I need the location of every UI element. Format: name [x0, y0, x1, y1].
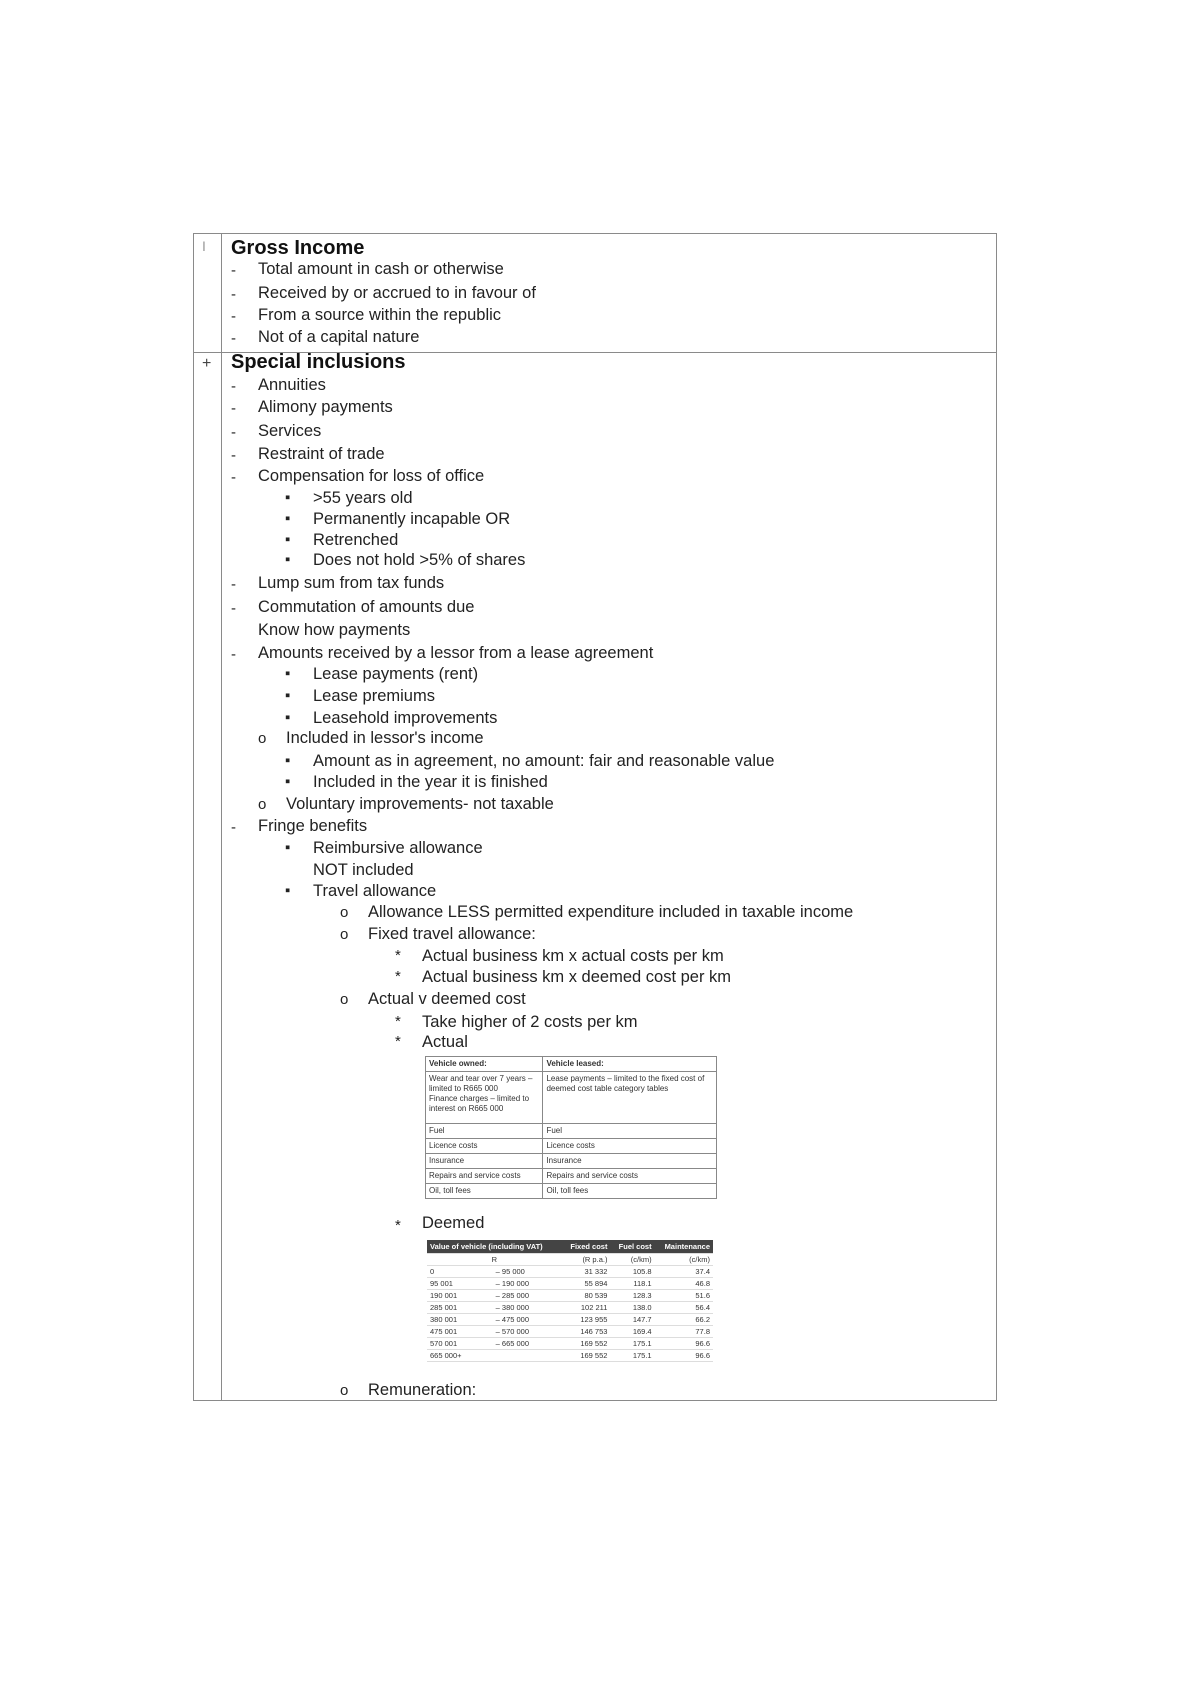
square-bullet: ▪ [285, 752, 291, 769]
table-cell: – 190 000 [493, 1278, 562, 1290]
inclusion-item: Fringe benefits [258, 817, 368, 835]
fringe-sub: Reimbursive allowance [313, 839, 483, 857]
inclusion-item: Alimony payments [258, 398, 393, 416]
table-header: Value of vehicle (including VAT) [427, 1240, 562, 1254]
star-bullet: * [395, 1013, 401, 1030]
square-bullet: ▪ [285, 709, 291, 726]
inclusion-item: Commutation of amounts due [258, 598, 475, 616]
table-row [427, 1314, 713, 1326]
table-cell: Lease payments – limited to the fixed cost of deemed cost table category tables [543, 1072, 717, 1124]
dash-bullet: - [231, 262, 236, 279]
table-cell: 175.1 [610, 1350, 654, 1362]
table-cell [493, 1350, 562, 1362]
square-bullet: ▪ [285, 839, 291, 856]
table-cell: 285 001 [427, 1302, 493, 1314]
travel-sub: Actual v deemed cost [368, 990, 526, 1008]
lessor-sub: Lease premiums [313, 687, 435, 705]
circle-bullet: o [340, 991, 349, 1008]
table-cell: 80 539 [562, 1290, 611, 1302]
table-cell: 51.6 [655, 1290, 713, 1302]
square-bullet: ▪ [285, 489, 291, 506]
gutter-mark: + [202, 355, 212, 372]
square-bullet: ▪ [285, 882, 291, 899]
inclusion-item: Restraint of trade [258, 445, 385, 463]
actual-cost-table [425, 1056, 717, 1199]
table-row [427, 1326, 713, 1338]
table-cell: – 285 000 [493, 1290, 562, 1302]
table-header: Fuel cost [610, 1240, 654, 1254]
table-cell: Oil, toll fees [543, 1184, 717, 1199]
table-cell: – 380 000 [493, 1302, 562, 1314]
table-row [427, 1278, 713, 1290]
table-header: Fixed cost [562, 1240, 611, 1254]
actual-v-sub: Actual [422, 1033, 468, 1051]
fixed-travel-sub: Actual business km x deemed cost per km [422, 968, 732, 986]
table-cell: Oil, toll fees [426, 1184, 543, 1199]
dash-bullet: - [231, 646, 236, 663]
table-header: Vehicle owned: [426, 1057, 543, 1072]
gross-income-item: Received by or accrued to in favour of [258, 284, 536, 302]
dash-bullet: - [231, 447, 236, 464]
table-unit: (c/km) [610, 1254, 654, 1266]
square-bullet: ▪ [285, 665, 291, 682]
table-cell: 146 753 [562, 1326, 611, 1338]
included-sub: Amount as in agreement, no amount: fair and reasonable value [313, 752, 775, 770]
dash-bullet: - [231, 400, 236, 417]
gutter-line [221, 234, 222, 1400]
dash-bullet: - [231, 308, 236, 325]
table-row [427, 1266, 713, 1278]
table-cell: Licence costs [543, 1139, 717, 1154]
table-row [427, 1302, 713, 1314]
fringe-sub: Travel allowance [313, 882, 437, 900]
dash-bullet: - [231, 378, 236, 395]
table-cell: 31 332 [562, 1266, 611, 1278]
table-cell: 46.8 [655, 1278, 713, 1290]
table-cell: Repairs and service costs [543, 1169, 717, 1184]
circle-bullet: o [340, 926, 349, 943]
travel-sub: Remuneration: [368, 1381, 477, 1399]
gross-income-item: Total amount in cash or otherwise [258, 260, 504, 278]
square-bullet: ▪ [285, 773, 291, 790]
voluntary-item: Voluntary improvements- not taxable [286, 795, 554, 813]
compensation-sub: Does not hold >5% of shares [313, 551, 526, 567]
gutter-mark: I [202, 238, 206, 254]
star-bullet: * [395, 1033, 401, 1050]
table-row [427, 1350, 713, 1362]
table-cell: – 475 000 [493, 1314, 562, 1326]
table-cell: Repairs and service costs [426, 1169, 543, 1184]
table-cell: Insurance [426, 1154, 543, 1169]
table-cell: 0 [427, 1266, 493, 1278]
inclusion-item: Amounts received by a lessor from a lease agreement [258, 644, 654, 662]
star-bullet: * [395, 947, 401, 964]
table-cell: – 570 000 [493, 1326, 562, 1338]
fixed-travel-sub: Actual business km x actual costs per km [422, 947, 724, 965]
table-cell: 665 000+ [427, 1350, 493, 1362]
square-bullet: ▪ [285, 510, 291, 527]
table-cell: – 95 000 [493, 1266, 562, 1278]
table-cell: 66.2 [655, 1314, 713, 1326]
dash-bullet: - [231, 469, 236, 486]
table-unit: (R p.a.) [562, 1254, 611, 1266]
table-cell: 77.8 [655, 1326, 713, 1338]
table-cell: 570 001 [427, 1338, 493, 1350]
table-cell: 138.0 [610, 1302, 654, 1314]
table-cell: 118.1 [610, 1278, 654, 1290]
travel-sub: Allowance LESS permitted expenditure included in taxable income [368, 903, 854, 921]
square-bullet: ▪ [285, 551, 291, 568]
actual-v-sub: Take higher of 2 costs per km [422, 1013, 638, 1031]
compensation-sub: Retrenched [313, 531, 399, 549]
table-cell: Wear and tear over 7 years – limited to R665 000 Finance charges – limited to interest on R665 000 [426, 1072, 543, 1124]
compensation-sub: >55 years old [313, 489, 413, 507]
table-cell: 190 001 [427, 1290, 493, 1302]
table-row [427, 1290, 713, 1302]
table-cell: 55 894 [562, 1278, 611, 1290]
fringe-sub-note: NOT included [313, 861, 414, 879]
table-row [427, 1338, 713, 1350]
deemed-cost-table [427, 1240, 713, 1362]
inclusion-item: Services [258, 422, 322, 440]
compensation-sub: Permanently incapable OR [313, 510, 511, 528]
inclusion-item: Annuities [258, 376, 326, 394]
table-cell: 95 001 [427, 1278, 493, 1290]
square-bullet: ▪ [285, 531, 291, 548]
table-cell: Insurance [543, 1154, 717, 1169]
table-cell: 102 211 [562, 1302, 611, 1314]
inclusion-item: Know how payments [258, 621, 411, 639]
star-bullet: * [395, 968, 401, 985]
circle-bullet: o [258, 730, 267, 747]
square-bullet: ▪ [285, 687, 291, 704]
table-cell: 37.4 [655, 1266, 713, 1278]
dash-bullet: - [231, 576, 236, 593]
table-cell: 475 001 [427, 1326, 493, 1338]
table-cell: 380 001 [427, 1314, 493, 1326]
table-cell: 128.3 [610, 1290, 654, 1302]
travel-sub: Fixed travel allowance: [368, 925, 536, 943]
included-item: Included in lessor's income [286, 729, 484, 747]
table-unit: R [427, 1254, 562, 1266]
table-cell: 105.8 [610, 1266, 654, 1278]
circle-bullet: o [258, 796, 267, 813]
table-cell: 147.7 [610, 1314, 654, 1326]
actual-v-sub: Deemed [422, 1214, 485, 1232]
table-cell: 169.4 [610, 1326, 654, 1338]
table-cell: 56.4 [655, 1302, 713, 1314]
circle-bullet: o [340, 904, 349, 921]
inclusion-item: Compensation for loss of office [258, 467, 485, 485]
dash-bullet: - [231, 424, 236, 441]
star-bullet: * [395, 1217, 401, 1234]
table-cell: Fuel [543, 1124, 717, 1139]
table-header: Maintenance [655, 1240, 713, 1254]
special-inclusions-heading: Special inclusions [231, 351, 406, 373]
dash-bullet: - [231, 600, 236, 617]
lessor-sub: Lease payments (rent) [313, 665, 479, 683]
dash-bullet: - [231, 819, 236, 836]
table-cell: Fuel [426, 1124, 543, 1139]
gross-income-item: From a source within the republic [258, 306, 502, 324]
dash-bullet: - [231, 330, 236, 347]
dash-bullet: - [231, 286, 236, 303]
inclusion-item: Lump sum from tax funds [258, 574, 445, 592]
table-cell: 169 552 [562, 1350, 611, 1362]
table-unit: (c/km) [655, 1254, 713, 1266]
table-cell: – 665 000 [493, 1338, 562, 1350]
table-cell: 123 955 [562, 1314, 611, 1326]
table-cell: 169 552 [562, 1338, 611, 1350]
circle-bullet: o [340, 1382, 349, 1399]
gross-income-item: Not of a capital nature [258, 328, 420, 346]
table-cell: 96.6 [655, 1350, 713, 1362]
table-cell: 96.6 [655, 1338, 713, 1350]
table-header: Vehicle leased: [543, 1057, 717, 1072]
gross-income-heading: Gross Income [231, 237, 365, 259]
included-sub: Included in the year it is finished [313, 773, 548, 791]
table-cell: Licence costs [426, 1139, 543, 1154]
table-cell: 175.1 [610, 1338, 654, 1350]
lessor-sub: Leasehold improvements [313, 709, 498, 727]
